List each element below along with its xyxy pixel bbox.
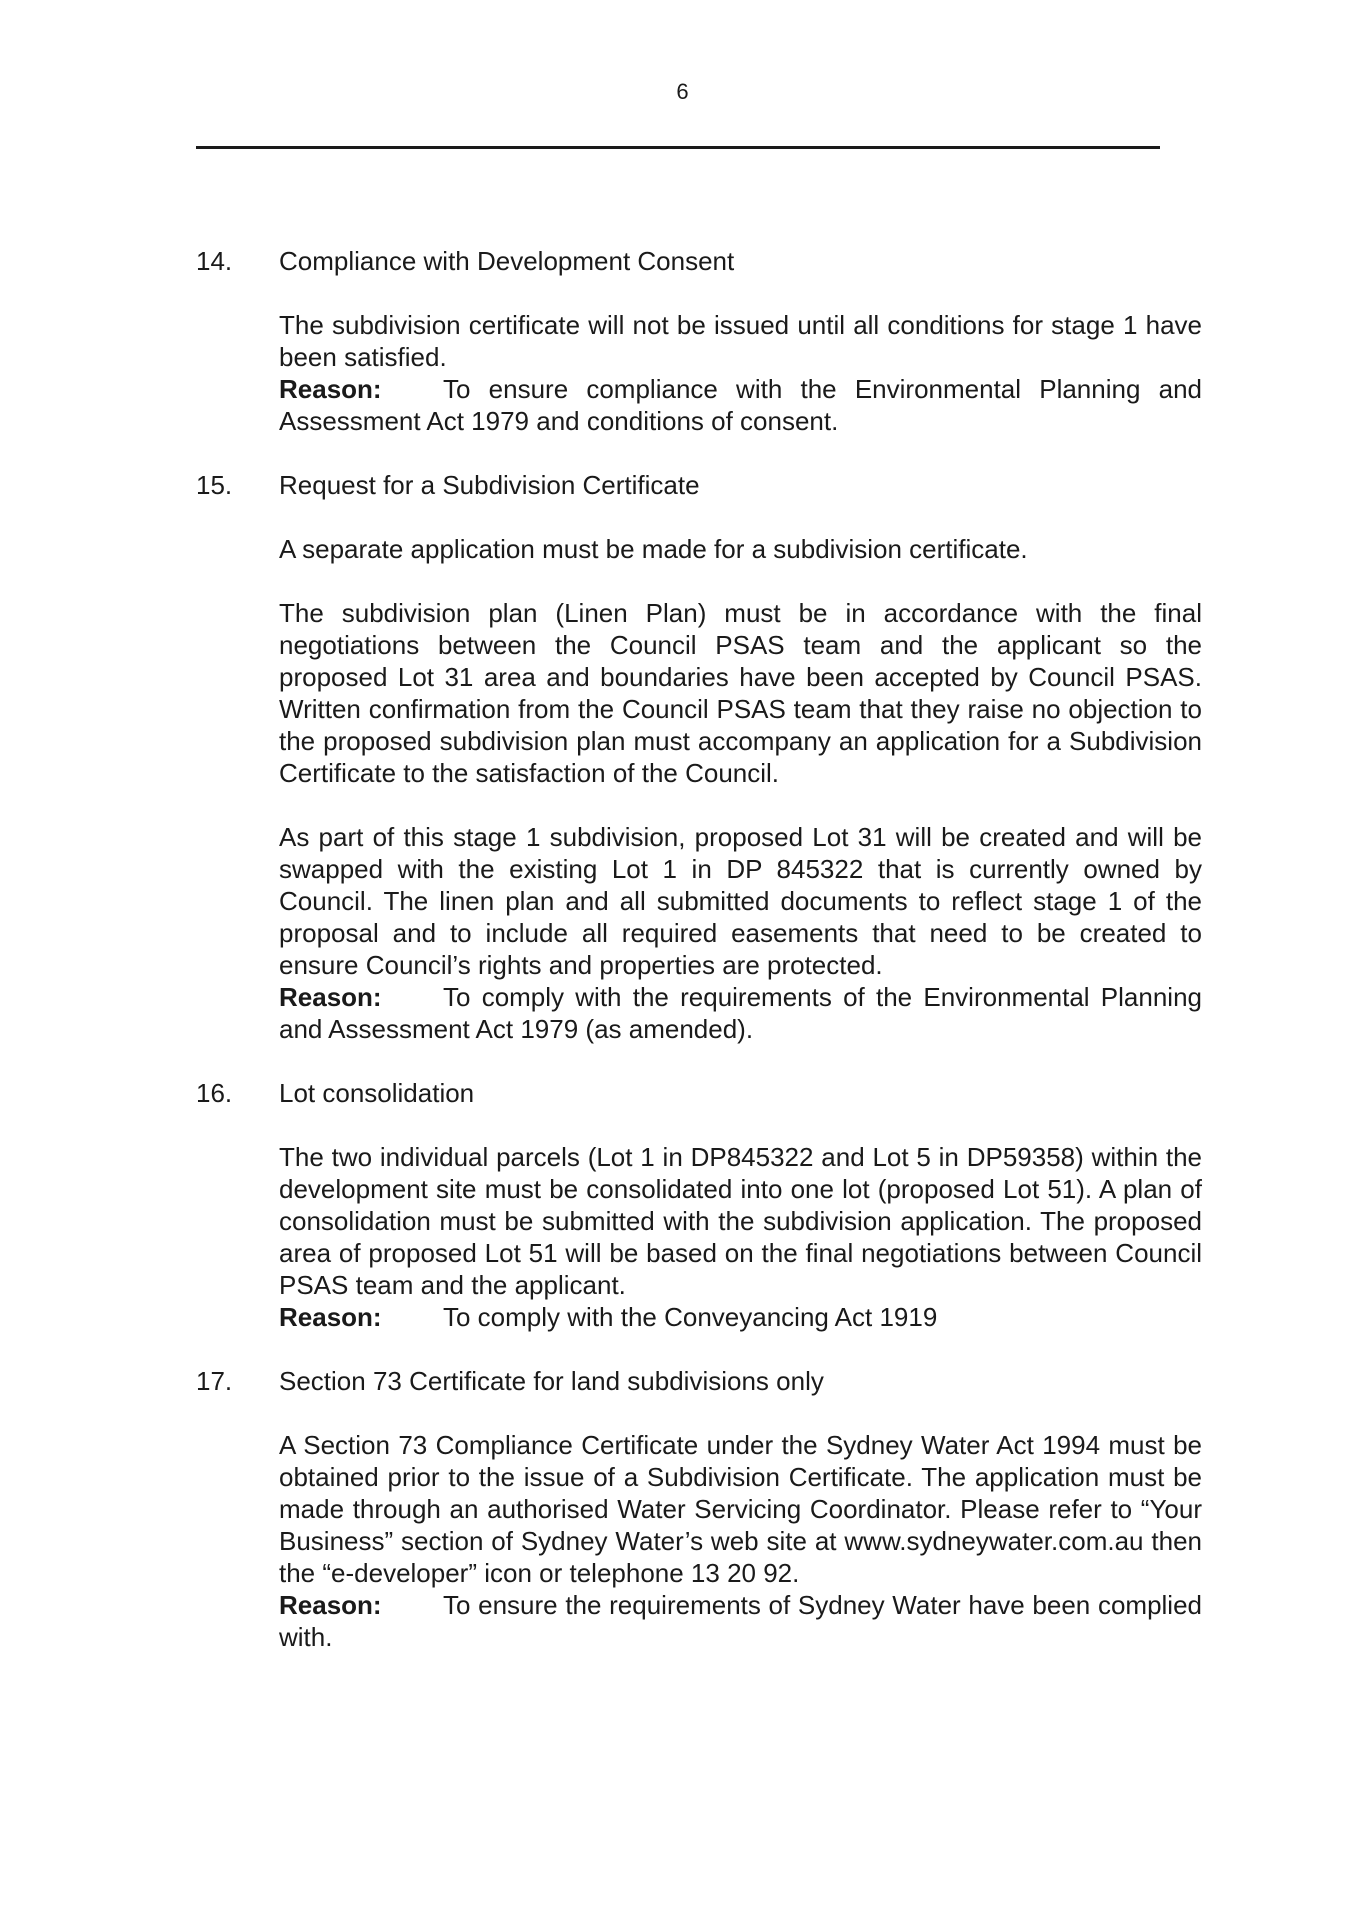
header-rule: [196, 146, 1160, 149]
condition-title: Request for a Subdivision Certificate: [279, 470, 700, 500]
reason-text: To comply with the requirements of the Environmental Planning and Assessment Act 1979 (as amended).: [279, 982, 1202, 1044]
reason-label: Reason:: [279, 1590, 382, 1620]
condition-paragraph: The subdivision plan (Linen Plan) must be in accordance with the final negotiations between the Council PSAS team and the applicant so the proposed Lot 31 area and boundaries have been accepted by Council PSAS. Written confirmation from the Council PSAS team that they raise no objection to the proposed subdivision plan must accompany an application for a Subdivision Certificate to the satisfaction of the Council.: [279, 598, 1202, 788]
reason-label: Reason:: [279, 982, 382, 1012]
condition-body: [279, 309, 1202, 437]
condition-number: 15.: [196, 470, 233, 500]
condition-paragraph: The subdivision certificate will not be issued until all conditions for stage 1 have been satisfied.: [279, 310, 1202, 372]
condition-paragraph: A separate application must be made for a subdivision certificate.: [279, 534, 1028, 564]
condition-title: Section 73 Certificate for land subdivisions only: [279, 1366, 824, 1396]
reason-line: [279, 1589, 1202, 1653]
condition-15: [196, 469, 1202, 1045]
condition-number: 14.: [196, 246, 233, 276]
condition-title: Compliance with Development Consent: [279, 246, 735, 276]
condition-body: [279, 1429, 1202, 1653]
reason-line: [279, 373, 1202, 437]
reason-text: To ensure compliance with the Environmental Planning and Assessment Act 1979 and conditions of consent.: [279, 374, 1202, 436]
condition-paragraph: The two individual parcels (Lot 1 in DP845322 and Lot 5 in DP59358) within the development site must be consolidated into one lot (proposed Lot 51). A plan of consolidation must be submitted with the subdivision application. The proposed area of proposed Lot 51 will be based on the final negotiations between Council PSAS team and the applicant.: [279, 1142, 1202, 1300]
condition-body: [279, 1141, 1202, 1333]
condition-paragraph: A Section 73 Compliance Certificate under the Sydney Water Act 1994 must be obtained prior to the issue of a Subdivision Certificate. The application must be made through an authorised Water Servicing Coordinator. Please refer to “Your Business” section of Sydney Water’s web site at www.sydneywater.com.au then the “e-developer” icon or telephone 13 20 92.: [279, 1430, 1202, 1588]
reason-label: Reason:: [279, 1302, 382, 1332]
conditions-list: [196, 245, 1202, 1685]
page-number: 6: [676, 79, 689, 104]
condition-title: Lot consolidation: [279, 1078, 475, 1108]
condition-paragraph: As part of this stage 1 subdivision, proposed Lot 31 will be created and will be swapped with the existing Lot 1 in DP 845322 that is currently owned by Council. The linen plan and all submitted documents to reflect stage 1 of the proposal and to include all required easements that need to be created to ensure Council’s rights and properties are protected.: [279, 822, 1202, 980]
condition-17: [196, 1365, 1202, 1653]
condition-number: 17.: [196, 1366, 233, 1396]
reason-text: To comply with the Conveyancing Act 1919: [443, 1302, 938, 1332]
condition-body: [279, 533, 1202, 1045]
reason-line: [279, 981, 1202, 1045]
condition-14: [196, 245, 1202, 437]
reason-label: Reason:: [279, 374, 382, 404]
reason-line: [279, 1301, 1202, 1333]
condition-16: [196, 1077, 1202, 1333]
condition-number: 16.: [196, 1078, 233, 1108]
reason-text: To ensure the requirements of Sydney Water have been complied with.: [279, 1590, 1202, 1652]
